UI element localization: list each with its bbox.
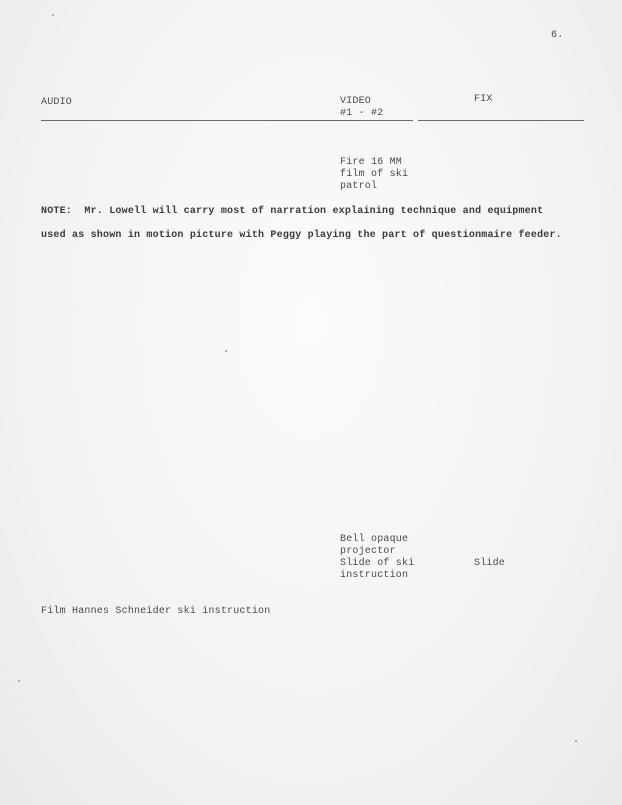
fix-header: FIX	[474, 94, 493, 105]
projector-cue-line-4: instruction	[340, 570, 409, 581]
fix-slide: Slide	[474, 558, 506, 569]
video-header: VIDEO	[340, 96, 372, 107]
fix-underline	[418, 120, 584, 121]
paper-speck	[52, 14, 54, 16]
video-subheader: #1 - #2	[340, 108, 384, 119]
paper-speck	[575, 740, 577, 742]
note-line-1: NOTE: Mr. Lowell will carry most of narration explaining technique and equipment	[41, 206, 544, 217]
audio-video-underline	[41, 120, 413, 121]
projector-cue-line-1: Bell opaque	[340, 534, 409, 545]
film-cue-line-1: Fire 16 MM	[340, 157, 403, 168]
film-audio-line: Film Hannes Schneider ski instruction	[41, 606, 271, 617]
projector-cue-line-3: Slide of ski	[340, 558, 415, 569]
paper-speck	[18, 680, 20, 682]
film-cue-line-3: patrol	[340, 181, 378, 192]
note-line-2: used as shown in motion picture with Peggy playing the part of questionmaire feeder.	[41, 230, 562, 241]
projector-cue-line-2: projector	[340, 546, 396, 557]
paper-speck	[225, 350, 227, 352]
page-number: 6.	[551, 30, 564, 41]
film-cue-line-2: film of ski	[340, 169, 409, 180]
audio-header: AUDIO	[41, 97, 73, 108]
